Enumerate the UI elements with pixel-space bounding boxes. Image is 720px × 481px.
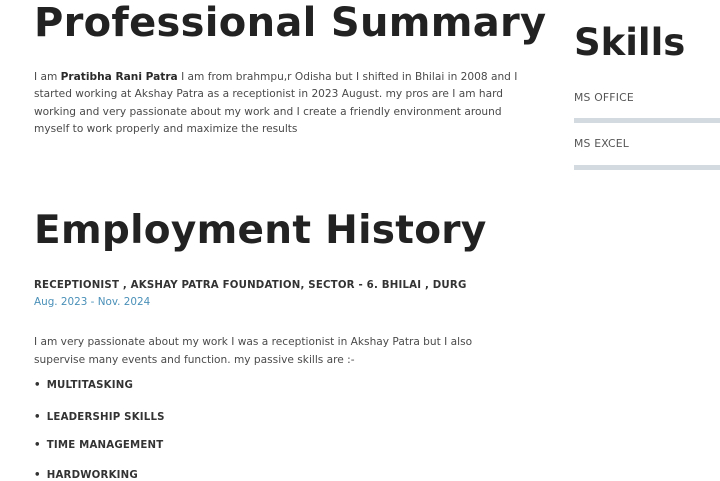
bullet-icon: • xyxy=(34,412,41,423)
list-item xyxy=(34,412,165,423)
skill-label: MS OFFICE xyxy=(574,91,634,104)
summary-heading: Professional Summary xyxy=(34,0,547,46)
candidate-name: Pratibha Rani Patra xyxy=(60,71,178,83)
skill-level-bar xyxy=(574,118,720,123)
job-description: I am very passionate about my work I was a receptionist in Akshay Patra but I also supervise many events and function. my passive skills are :- xyxy=(34,336,473,366)
skill-item-ms-office xyxy=(574,91,720,104)
job-title: RECEPTIONIST , AKSHAY PATRA FOUNDATION, SECTOR - 6. BHILAI , DURG xyxy=(34,280,467,291)
bullet-icon: • xyxy=(34,470,41,481)
bullet-icon: • xyxy=(34,440,41,451)
summary-text-after: I am from brahmpu,r Odisha but I shifted in Bhilai in 2008 and I started working at Akshay Patra as a receptionist in 2023 August. my pros are I am hard working and very passionate about my work and I create a friendly environment around myself to work properly and maximize the results xyxy=(34,71,518,135)
summary-text-before: I am xyxy=(34,71,61,83)
skill-label: MS EXCEL xyxy=(574,137,630,150)
employment-heading: Employment History xyxy=(34,208,487,253)
list-item xyxy=(34,470,138,481)
list-item-label: HARDWORKING xyxy=(46,470,138,481)
list-item-label: MULTITASKING xyxy=(46,380,134,391)
bullet-icon: • xyxy=(34,380,41,391)
list-item-label: LEADERSHIP SKILLS xyxy=(46,412,165,423)
job-dates: Aug. 2023 - Nov. 2024 xyxy=(34,296,151,308)
skill-item-ms-excel xyxy=(574,137,720,150)
skill-level-bar xyxy=(574,165,720,170)
skills-heading: Skills xyxy=(574,21,686,64)
list-item xyxy=(34,440,163,451)
summary-text xyxy=(34,69,526,138)
list-item xyxy=(34,380,133,391)
list-item-label: TIME MANAGEMENT xyxy=(46,440,164,451)
